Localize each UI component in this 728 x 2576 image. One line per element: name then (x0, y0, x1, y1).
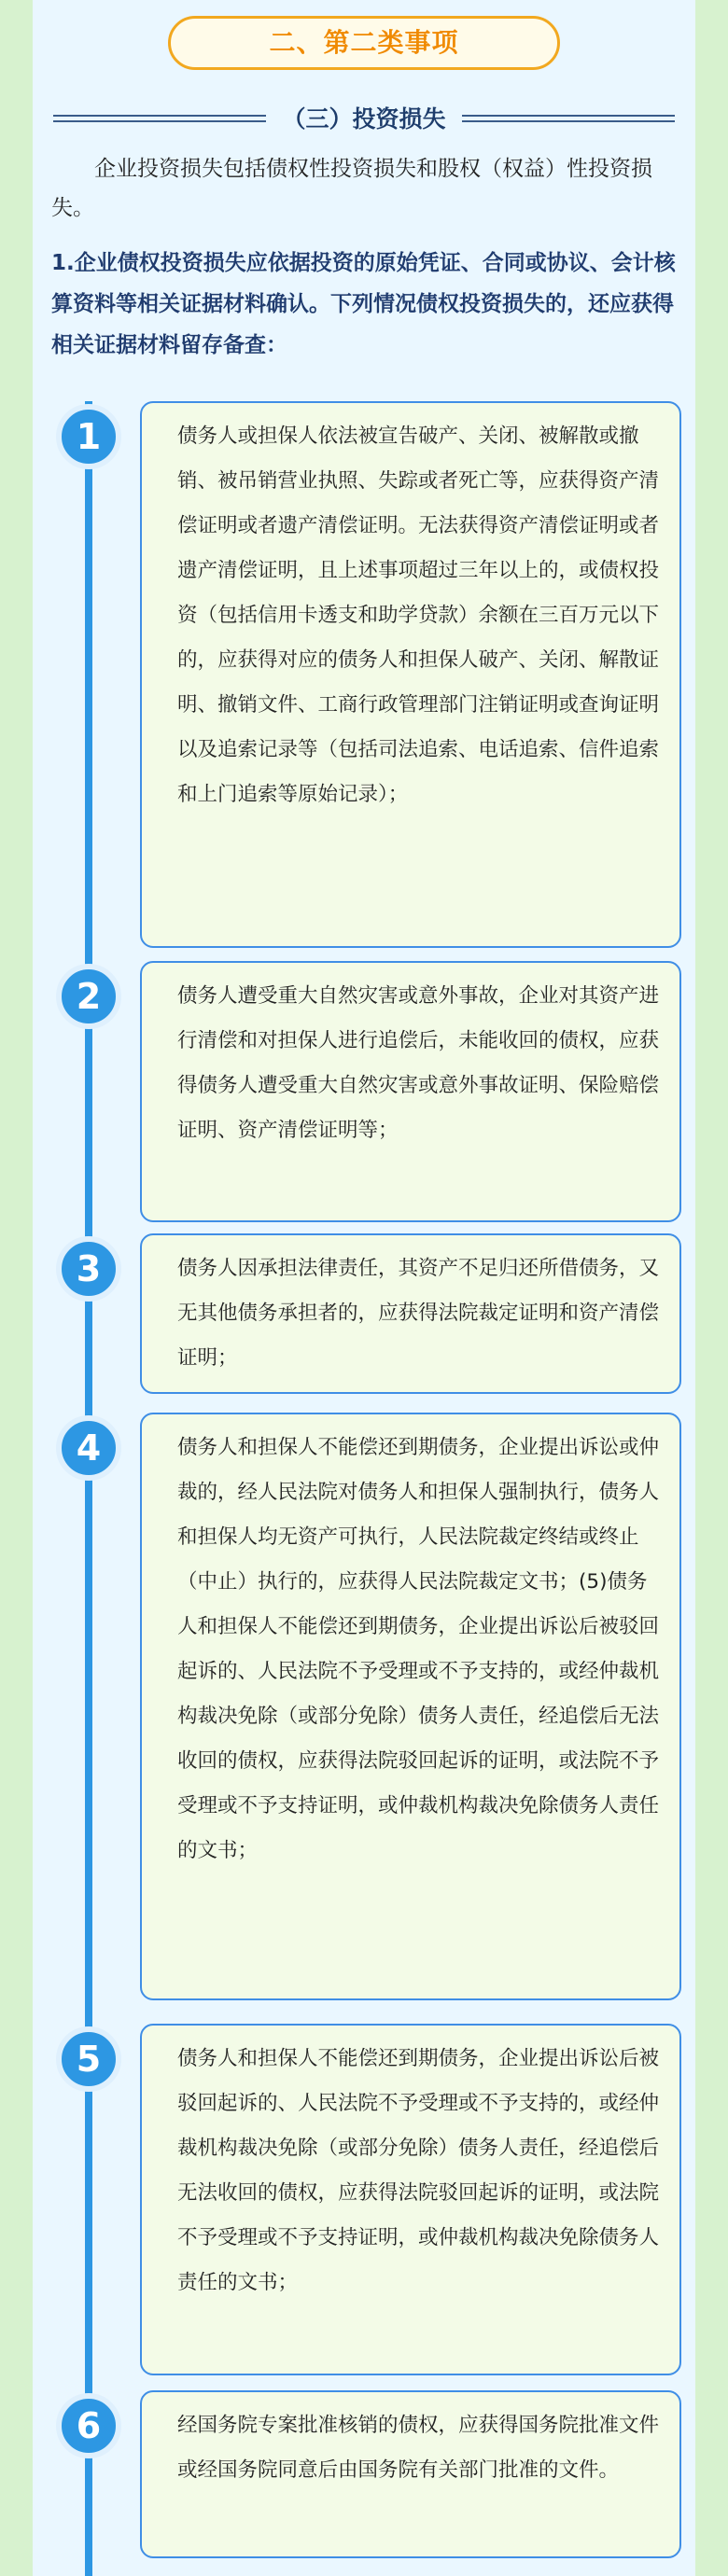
list-item: 债务人遭受重大自然灾害或意外事故，企业对其资产进行清偿和对担保人进行追偿后，未能收回的债权，应获得债务人遭受重大自然灾害或意外事故证明、保险赔偿证明、资产清偿证明等； (140, 961, 681, 1222)
item-number-badge: 4 (56, 1415, 121, 1481)
subsection-divider-right (462, 115, 675, 122)
list-item: 债务人或担保人依法被宣告破产、关闭、被解散或撤销、被吊销营业执照、失踪或者死亡等，应获得资产清偿证明或者遗产清偿证明。无法获得资产清偿证明或者遗产清偿证明，且上述事项超过三年以上的，或债权投资（包括信用卡透支和助学贷款）余额在三百万元以下的，应获得对应的债务人和担保人破产、关闭、解散证明、撤销文件、工商行政管理部门注销证明或查询证明以及追索记录等（包括司法追索、电话追索、信件追索和上门追索等原始记录）； (140, 401, 681, 948)
subsection-header (53, 103, 675, 136)
list-item: 债务人和担保人不能偿还到期债务，企业提出诉讼或仲裁的，经人民法院对债务人和担保人强制执行，债务人和担保人均无资产可执行，人民法院裁定终结或终止（中止）执行的，应获得人民法院裁定文书；(5)债务人和担保人不能偿还到期债务，企业提出诉讼后被驳回起诉的、人民法院不予受理或不予支持的，或经仲裁机构裁决免除（或部分免除）债务人责任，经追偿后无法收回的债权，应获得法院驳回起诉的证明，或法院不予受理或不予支持证明，或仲裁机构裁决免除债务人责任的文书； (140, 1413, 681, 2000)
rule-heading: 1.企业债权投资损失应依据投资的原始凭证、合同或协议、会计核算资料等相关证据材料确认。下列情况债权投资损失的，还应获得相关证据材料留存备查： (51, 251, 676, 357)
list-item: 债务人因承担法律责任，其资产不足归还所借债务，又无其他债务承担者的，应获得法院裁定证明和资产清偿证明； (140, 1233, 681, 1394)
item-number-badge: 1 (56, 404, 121, 469)
intro-paragraph: 企业投资损失包括债权性投资损失和股权（权益）性投资损失。 (51, 157, 652, 220)
item-number-badge: 3 (56, 1236, 121, 1302)
list-item: 债务人和担保人不能偿还到期债务，企业提出诉讼后被驳回起诉的、人民法院不予受理或不予支持的，或经仲裁机构裁决免除（或部分免除）债务人责任，经追偿后无法收回的债权，应获得法院驳回起诉的证明，或法院不予受理或不予支持证明，或仲裁机构裁决免除债务人责任的文书； (140, 2024, 681, 2375)
item-number-badge: 2 (56, 964, 121, 1029)
subsection-title: （三）投资损失 (282, 105, 446, 132)
item-number-badge: 6 (56, 2393, 121, 2458)
page (33, 0, 695, 2576)
item-number-badge: 5 (56, 2026, 121, 2092)
list-item: 经国务院专案批准核销的债权，应获得国务院批准文件或经国务院同意后由国务院有关部门批准的文件。 (140, 2390, 681, 2558)
timeline-line (85, 401, 92, 2576)
section-title-badge: 二、第二类事项 (168, 16, 560, 70)
